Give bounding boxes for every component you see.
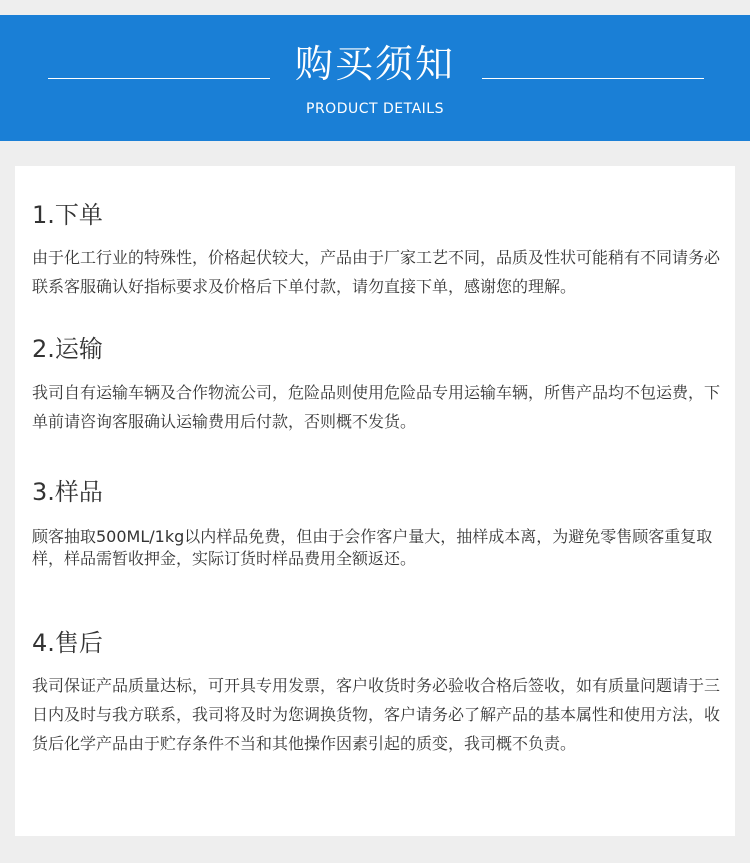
section-samples (32, 476, 727, 570)
notice-card (15, 166, 735, 836)
page-title: 购买须知 (294, 42, 455, 86)
section-order (32, 199, 727, 301)
section-heading: 2.运输 (32, 335, 103, 363)
section-body: 我司自有运输车辆及合作物流公司，危险品则使用危险品专用运输车辆，所售产品均不包运费，下单前请咨询客服确认运输费用后付款，否则概不发货。 (32, 383, 721, 431)
section-heading: 4.售后 (32, 629, 103, 657)
section-heading: 3.样品 (32, 478, 103, 506)
section-body: 由于化工行业的特殊性，价格起伏较大，产品由于厂家工艺不同，品质及性状可能稍有不同请务必联系客服确认好指标要求及价格后下单付款，请勿直接下单，感谢您的理解。 (32, 248, 721, 296)
header-banner (0, 15, 750, 141)
section-heading: 1.下单 (32, 201, 103, 229)
page-subtitle: PRODUCT DETAILS (306, 101, 444, 117)
section-shipping (32, 333, 727, 436)
section-body: 顾客抽取500ML/1kg以内样品免费，但由于会作客户量大，抽样成本离，为避免零售顾客重复取样，样品需暂收押金，实际订货时样品费用全额返还。 (32, 527, 713, 568)
section-after-sales (32, 627, 727, 758)
section-body: 我司保证产品质量达标，可开具专用发票，客户收货时务必验收合格后签收，如有质量问题请于三日内及时与我方联系，我司将及时为您调换货物，客户请务必了解产品的基本属性和使用方法，收货后化学产品由于贮存条件不当和其他操作因素引起的质变，我司概不负责。 (32, 676, 721, 753)
